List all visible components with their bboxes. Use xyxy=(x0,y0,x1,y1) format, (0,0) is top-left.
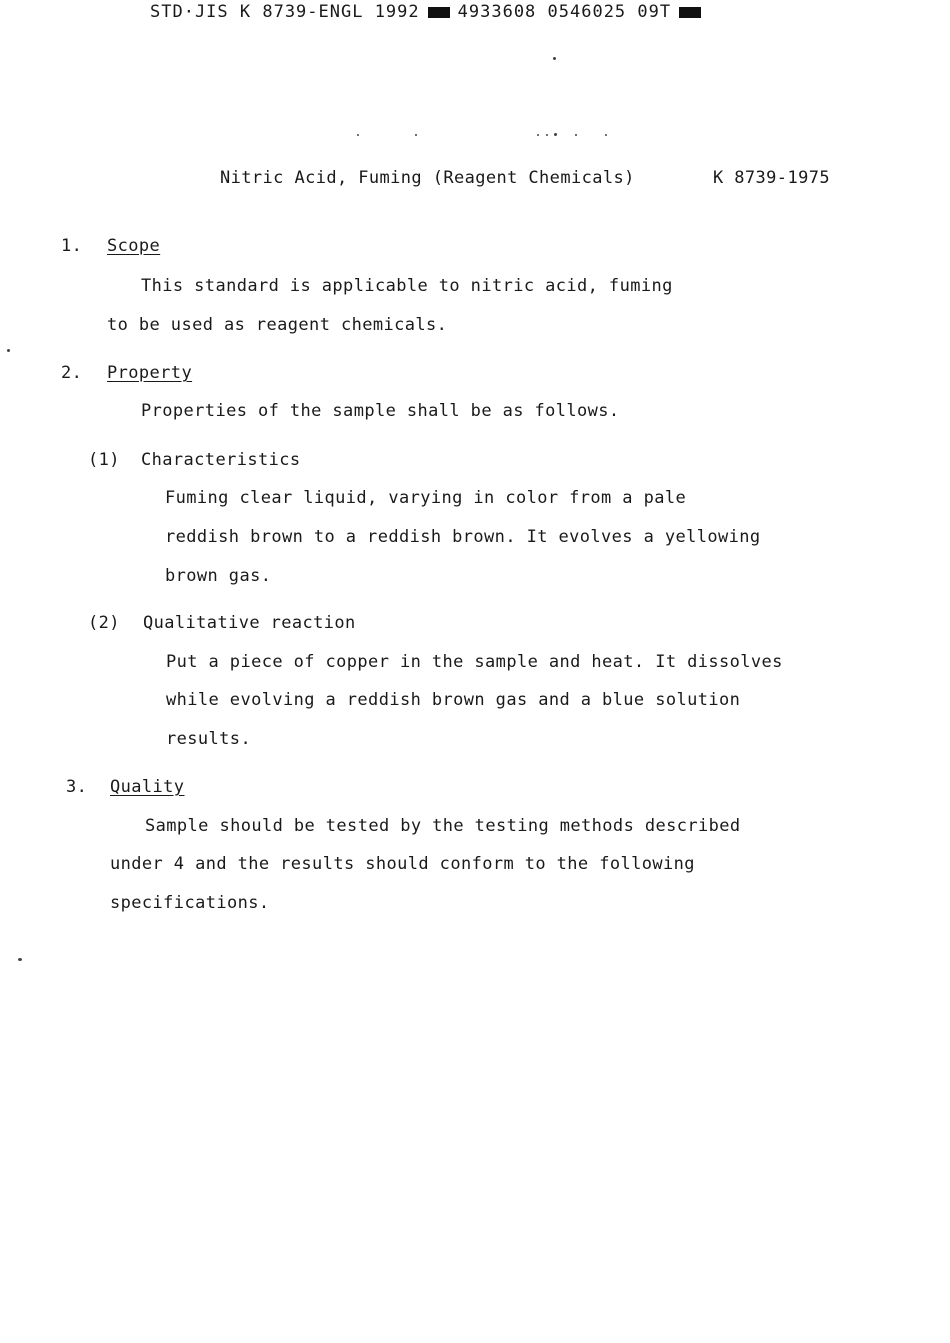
section-3-number: 3. xyxy=(66,777,88,797)
scan-speck xyxy=(7,349,10,352)
document-title: Nitric Acid, Fuming (Reagent Chemicals) xyxy=(220,168,635,188)
header-black-bar-icon xyxy=(428,7,450,18)
subsection-1-text-line: reddish brown to a reddish brown. It evolves a yellowing xyxy=(165,527,761,547)
scan-speck xyxy=(553,57,556,60)
scan-speck xyxy=(575,134,577,136)
scan-speck xyxy=(546,134,548,136)
scan-speck xyxy=(415,134,417,136)
subsection-1-text-line: brown gas. xyxy=(165,566,272,586)
subsection-1-text-line: Fuming clear liquid, varying in color from a pale xyxy=(165,488,687,508)
section-3-heading: Quality xyxy=(110,777,185,797)
scan-speck xyxy=(537,134,539,136)
scan-speck xyxy=(18,958,22,961)
subsection-2-text-line: Put a piece of copper in the sample and heat. It dissolves xyxy=(166,652,783,672)
section-1-text-line: This standard is applicable to nitric acid, fuming xyxy=(141,276,673,296)
section-1-heading: Scope xyxy=(107,236,161,256)
subsection-2-text-line: while evolving a reddish brown gas and a blue solution xyxy=(166,690,741,710)
section-2-heading: Property xyxy=(107,363,193,383)
document-code: K 8739-1975 xyxy=(713,168,830,188)
section-1-text-line: to be used as reagent chemicals. xyxy=(107,315,448,335)
section-3-text-line: specifications. xyxy=(110,893,270,913)
subsection-2-heading: Qualitative reaction xyxy=(143,613,356,633)
header-black-bar-icon xyxy=(679,7,701,18)
subsection-2-number: (2) xyxy=(88,613,120,633)
header-stamp xyxy=(150,2,701,22)
scan-speck xyxy=(357,134,359,136)
scan-speck xyxy=(554,133,557,136)
section-2-number: 2. xyxy=(61,363,83,383)
section-1-number: 1. xyxy=(61,236,83,256)
header-standard-id: STD·JIS K 8739-ENGL 1992 xyxy=(150,2,420,22)
section-3-text-line: under 4 and the results should conform to the following xyxy=(110,854,695,874)
subsection-1-number: (1) xyxy=(88,450,120,470)
section-2-intro: Properties of the sample shall be as follows. xyxy=(141,401,620,421)
subsection-1-heading: Characteristics xyxy=(141,450,301,470)
subsection-2-text-line: results. xyxy=(166,729,252,749)
section-3-text-line: Sample should be tested by the testing methods described xyxy=(145,816,741,836)
scan-speck xyxy=(605,134,607,136)
header-code: 4933608 0546025 09T xyxy=(457,2,672,22)
